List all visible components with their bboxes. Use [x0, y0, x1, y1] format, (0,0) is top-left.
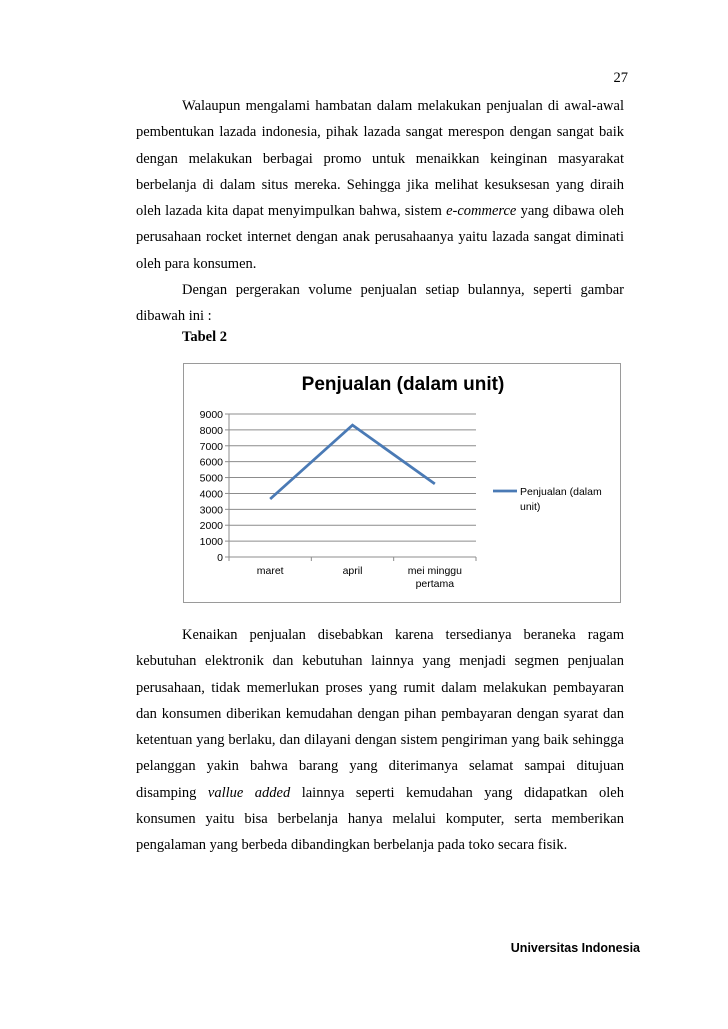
chart-plot [184, 364, 620, 602]
y-tick-label-2000: 2000 [199, 520, 223, 533]
y-tick-label-9000: 9000 [199, 409, 223, 421]
paragraph-1-italic: e-commerce [446, 203, 517, 220]
x-tick-label-2: mei minggu pertama [407, 565, 462, 590]
paragraph-2 [136, 277, 624, 330]
paragraph-1 [136, 93, 624, 277]
paragraph-3-text: Kenaikan penjualan disebabkan karena tersedianya beraneka ragam kebutuhan elektronik dan kebutuhan lainnya yang menjadi segmen penjualan perusahaan, tidak memerlukan proses yang rumit dalam melakukan pembayaran dan konsumen diberikan kemudahan dengan pihan pembayaran dengan syarat dan ketentuan yang berlaku, dan dilayani dengan sistem pengiriman yang baik sehingga pelanggan yakin bahwa barang yang diterimanya selamat sampai ditujuan disamping [136, 627, 624, 801]
x-tick-label-1: april [342, 565, 363, 577]
y-tick-label-0: 0 [217, 552, 223, 564]
page-number: 27 [613, 70, 628, 86]
chart-title: Penjualan (dalam unit) [301, 374, 505, 395]
x-tick-label-0: maret [256, 565, 284, 577]
y-tick-label-1000: 1000 [199, 536, 223, 549]
sales-chart [183, 363, 621, 603]
paragraph-1-text: Walaupun mengalami hambatan dalam melakukan penjualan di awal-awal pembentukan lazada indonesia, pihak lazada sangat merespon dengan sangat baik dengan melakukan berbagai promo untuk menaikkan keinginan masyarakat berbelanja di dalam situs mereka. Sehingga jika melihat kesuksesan yang diraih oleh lazada kita dapat menyimpulkan bahwa, sistem [136, 98, 624, 220]
y-tick-label-8000: 8000 [199, 424, 223, 437]
paragraph-1-end: yang dibawa oleh perusahaan rocket internet dengan anak perusahaanya yaitu lazada sangat diminati oleh para konsumen. [136, 203, 625, 272]
paragraph-3 [136, 622, 624, 859]
footer-university: Universitas Indonesia [510, 941, 640, 955]
y-tick-label-7000: 7000 [199, 440, 223, 453]
legend-label: Penjualan (dalam unit) [520, 486, 602, 513]
y-tick-label-3000: 3000 [199, 504, 223, 517]
table-label: Tabel 2 [182, 329, 227, 345]
paragraph-3-end: lainnya seperti kemudahan yang didapatkan oleh konsumen yaitu bisa berbelanja hanya melalui komputer, serta memberikan pengalaman yang berbeda dibandingkan berbelanja pada toko secara fisik. [136, 784, 624, 854]
y-tick-label-5000: 5000 [199, 472, 223, 485]
paragraph-3-italic: vallue added [207, 784, 291, 801]
y-tick-label-4000: 4000 [199, 488, 223, 501]
y-tick-label-6000: 6000 [199, 456, 223, 469]
paragraph-2-text: Dengan pergerakan volume penjualan setiap bulannya, seperti gambar dibawah ini : [136, 282, 624, 325]
